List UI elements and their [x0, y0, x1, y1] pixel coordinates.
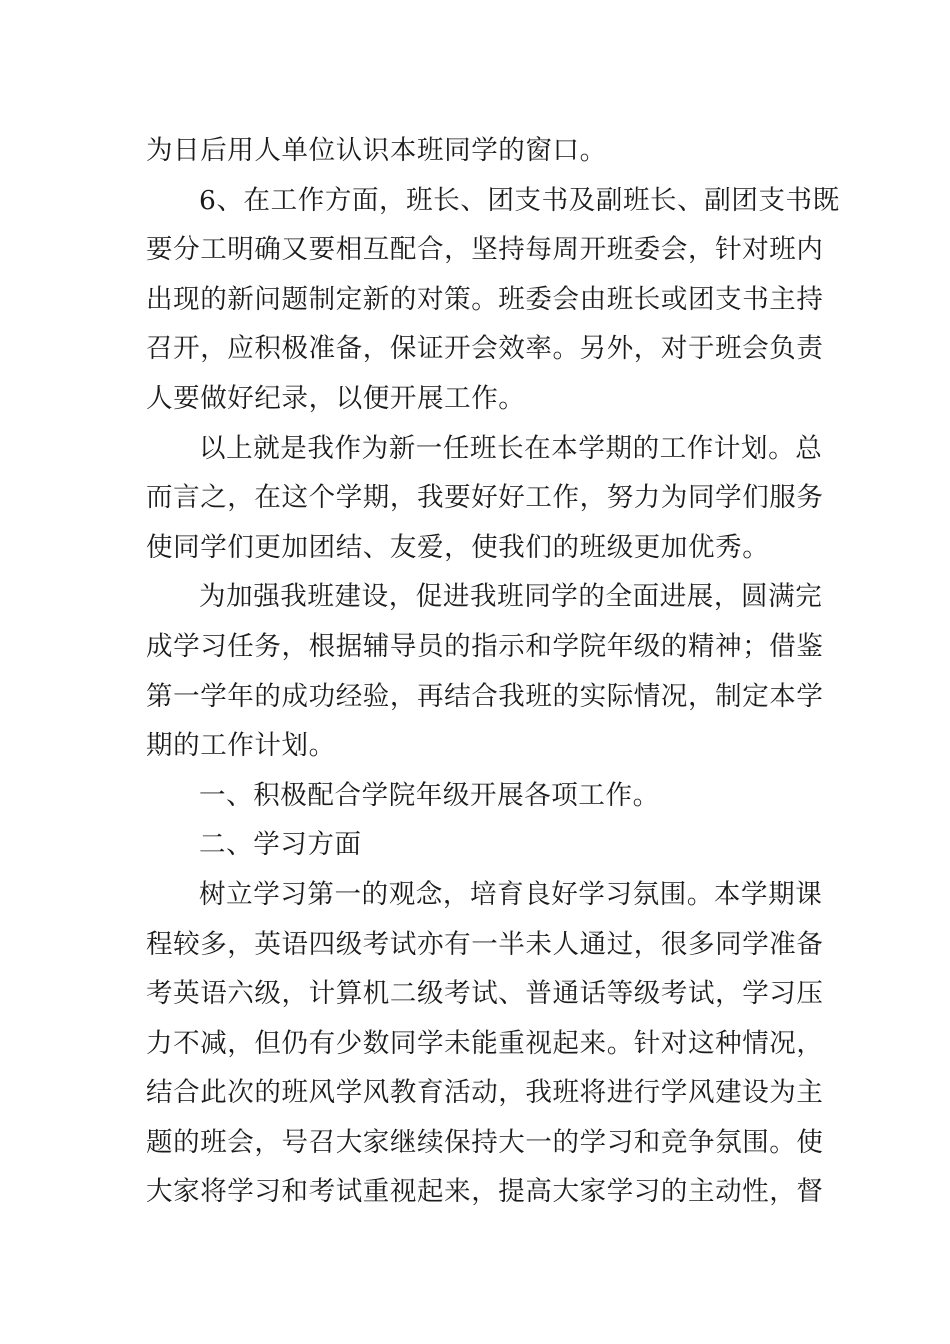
text-line-15: 二、学习方面	[199, 829, 362, 861]
text-line-1: 为日后用人单位认识本班同学的窗口。	[146, 135, 607, 166]
text-line-2: 6、在工作方面，班长、团支书及副班长、副团支书既	[199, 184, 840, 216]
text-line-8: 而言之，在这个学期，我要好好工作，努力为同学们服务	[146, 482, 824, 514]
text-line-14: 一、积极配合学院年级开展各项工作。	[199, 779, 660, 811]
text-line-13: 期的工作计划。	[146, 730, 336, 762]
text-line-17: 程较多，英语四级考试亦有一半未人通过，很多同学准备	[146, 928, 824, 960]
text-line-7: 以上就是我作为新一任班长在本学期的工作计划。总	[199, 432, 823, 464]
text-line-18: 考英语六级，计算机二级考试、普通话等级考试，学习压	[146, 978, 824, 1010]
text-line-21: 题的班会，号召大家继续保持大一的学习和竞争氛围。使	[146, 1126, 824, 1158]
text-line-3: 要分工明确又要相互配合，坚持每周开班委会，针对班内	[146, 234, 824, 266]
text-line-5: 召开，应积极准备，保证开会效率。另外，对于班会负责	[146, 333, 824, 365]
text-line-4: 出现的新问题制定新的对策。班委会由班长或团支书主持	[146, 283, 824, 315]
text-line-20: 结合此次的班风学风教育活动，我班将进行学风建设为主	[146, 1077, 824, 1109]
text-line-10: 为加强我班建设，促进我班同学的全面进展，圆满完	[199, 581, 823, 613]
text-line-12: 第一学年的成功经验，再结合我班的实际情况，制定本学	[146, 680, 824, 712]
text-line-6: 人要做好纪录，以便开展工作。	[146, 382, 526, 414]
text-line-22: 大家将学习和考试重视起来，提高大家学习的主动性，督	[146, 1176, 824, 1208]
text-line-19: 力不减，但仍有少数同学未能重视起来。针对这种情况，	[146, 1027, 824, 1059]
text-line-11: 成学习任务，根据辅导员的指示和学院年级的精神；借鉴	[146, 630, 824, 662]
document-body	[146, 126, 840, 1217]
text-line-16: 树立学习第一的观念，培育良好学习氛围。本学期课	[199, 878, 823, 910]
text-line-9: 使同学们更加团结、友爱，使我们的班级更加优秀。	[146, 531, 770, 563]
